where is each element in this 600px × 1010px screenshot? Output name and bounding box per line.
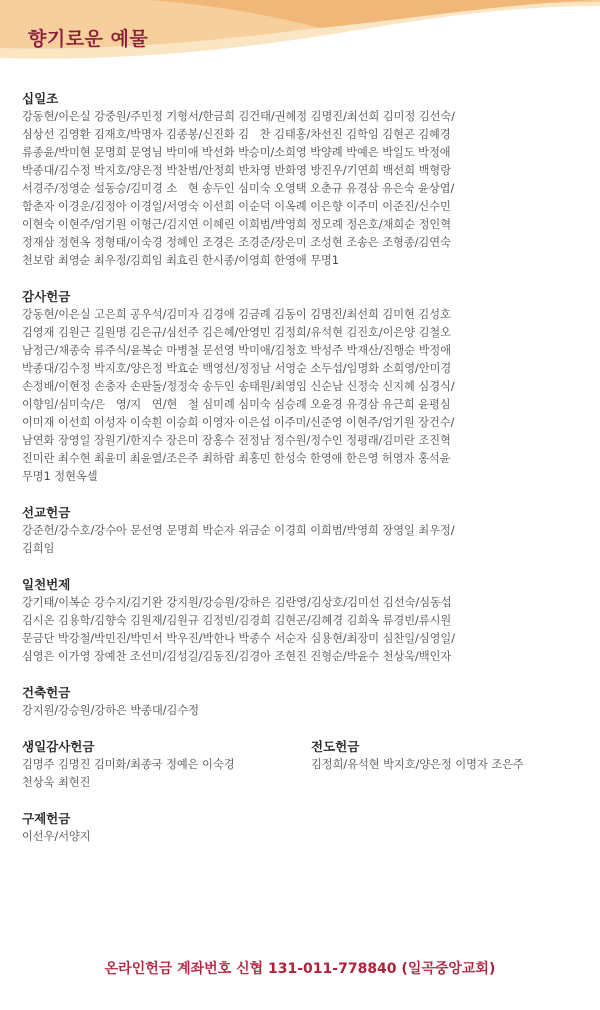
section-relief bbox=[22, 810, 582, 846]
account-footer: 온라인헌금 계좌번호 신협 131-011-778840 (일곡중앙교회) bbox=[104, 961, 496, 977]
two-column-sections bbox=[22, 738, 582, 792]
section-names: 강동현/이은실 고은희 공우석/김미자 김경애 김금례 김동이 김명진/최선희 김미현 김성호 김영재 김원근 길원명 김은규/심선주 김은혜/안영민 김정희/유석현 김진호/이은양 김철오 남정근/채종숙 류주식/윤복순 마병철 문선영 박미애/김청호 박성주 박재산/진행순 박정애 박종대/김수정 박지호/양은정 박효순 백영선/정정남 서영순 소두섭/임명화 소희영/안미경 손정배/이현정 손충자 손판돌/정정숙 송두인 송태원/최영임 신순남 신정숙 신지혜 심경식/ 이향임/심미숙/은 영/지 연/현 철 심미례 심미숙 심승례 오윤경 유경삼 유근희 윤평심 이미재 이선희 이성자 이숙흰 이승희 이영자 이은섭 이주미/신준영 이현주/엄기원 장건수/ 남연화 장영일 장원기/한지수 장은미 장홍수 전정남 정수원/정수인 정평래/김미란 조진혁 진미란 최수현 최윤미 최윤열/조은주 최하람 최홍민 한성숙 한영애 한은영 허영자 홍석윤 무명1 정현옥셀 bbox=[22, 308, 455, 483]
page-title: 향기로운 예물 bbox=[28, 28, 149, 50]
section-names: 강준헌/강수호/강수아 문선영 문명희 박순자 위금순 이경희 이희범/박영희 장영일 최우정/ 김희임 bbox=[22, 524, 455, 555]
section-title: 생일감사헌금 bbox=[22, 739, 95, 754]
section-names: 강동현/이은실 강중원/주민정 기형서/한금희 김건태/권혜정 김명진/최선희 김미정 김선숙/ 심상선 김영환 김재호/박명자 김종봉/신진화 김 찬 김태홍/차선진 김학임 김현곤 김혜경 류종윤/박미현 문명희 문영님 박미애 박선화 박승미/소희영 박양례 박예은 박일도 박정애 박종대/김수정 박지호/양은정 박찬범/안정희 반차영 반화영 방진우/기연희 백선희 백형랑 서경주/정영순 설동승/김미경 소 현 송두인 심미숙 오영택 오춘규 유경삼 유은숙 윤상엽/ 함춘자 이경운/김정아 이경일/서영숙 이선희 이순덕 이옥례 이은향 이주미 이준진/신수민 이현숙 이현주/엄기원 이형근/김지연 이혜린 이희범/박영희 정모례 정은호/채희순 정인혁 정재삼 정현옥 정형태/이숙경 정혜인 조경은 조경준/장은미 조성현 조송은 조형종/김연숙 천보람 최영순 최우정/김희임 최효린 한시종/이영희 한영애 무명1 bbox=[22, 110, 456, 267]
section-names: 강지원/강승원/강하은 박종대/김수정 bbox=[22, 704, 199, 717]
section-evangelism bbox=[311, 738, 581, 792]
section-tithe bbox=[22, 90, 582, 270]
section-title: 구제헌금 bbox=[22, 811, 71, 826]
section-thousand-offerings bbox=[22, 576, 582, 666]
header-banner bbox=[0, 0, 600, 80]
section-title: 일천번제 bbox=[22, 577, 71, 592]
section-thanksgiving bbox=[22, 288, 582, 486]
section-mission bbox=[22, 504, 582, 558]
section-names: 강기태/이복순 강수지/김기완 강지원/강승원/강하은 김란영/김상호/김미선 김선숙/심동섭 김시온 김용학/김향숙 김원재/김원규 김정빈/김경희 김현곤/김혜경 김희옥 류경빈/류시원 문금단 박강철/박민진/박민서 박우진/박한나 박종수 서순자 심용현/최장미 심찬일/심영일/ 심영은 이가영 장예찬 조선미/김성길/김동진/김경아 조현진 진형순/박윤수 천상욱/백인자 bbox=[22, 596, 456, 663]
section-names: 김명주 김명진 김미화/최종국 정예은 이숙경 천상욱 최현진 bbox=[22, 758, 235, 789]
section-title: 전도헌금 bbox=[311, 739, 360, 754]
section-building bbox=[22, 684, 582, 720]
section-names: 이선우/서양지 bbox=[22, 830, 91, 843]
section-names: 김정희/유석현 박지호/양은정 이명자 조은주 bbox=[311, 758, 524, 771]
section-title: 건축헌금 bbox=[22, 685, 71, 700]
offering-list bbox=[22, 90, 582, 864]
section-title: 감사헌금 bbox=[22, 289, 71, 304]
section-birthday bbox=[22, 738, 297, 792]
section-title: 십일조 bbox=[22, 91, 59, 106]
section-title: 선교헌금 bbox=[22, 505, 71, 520]
